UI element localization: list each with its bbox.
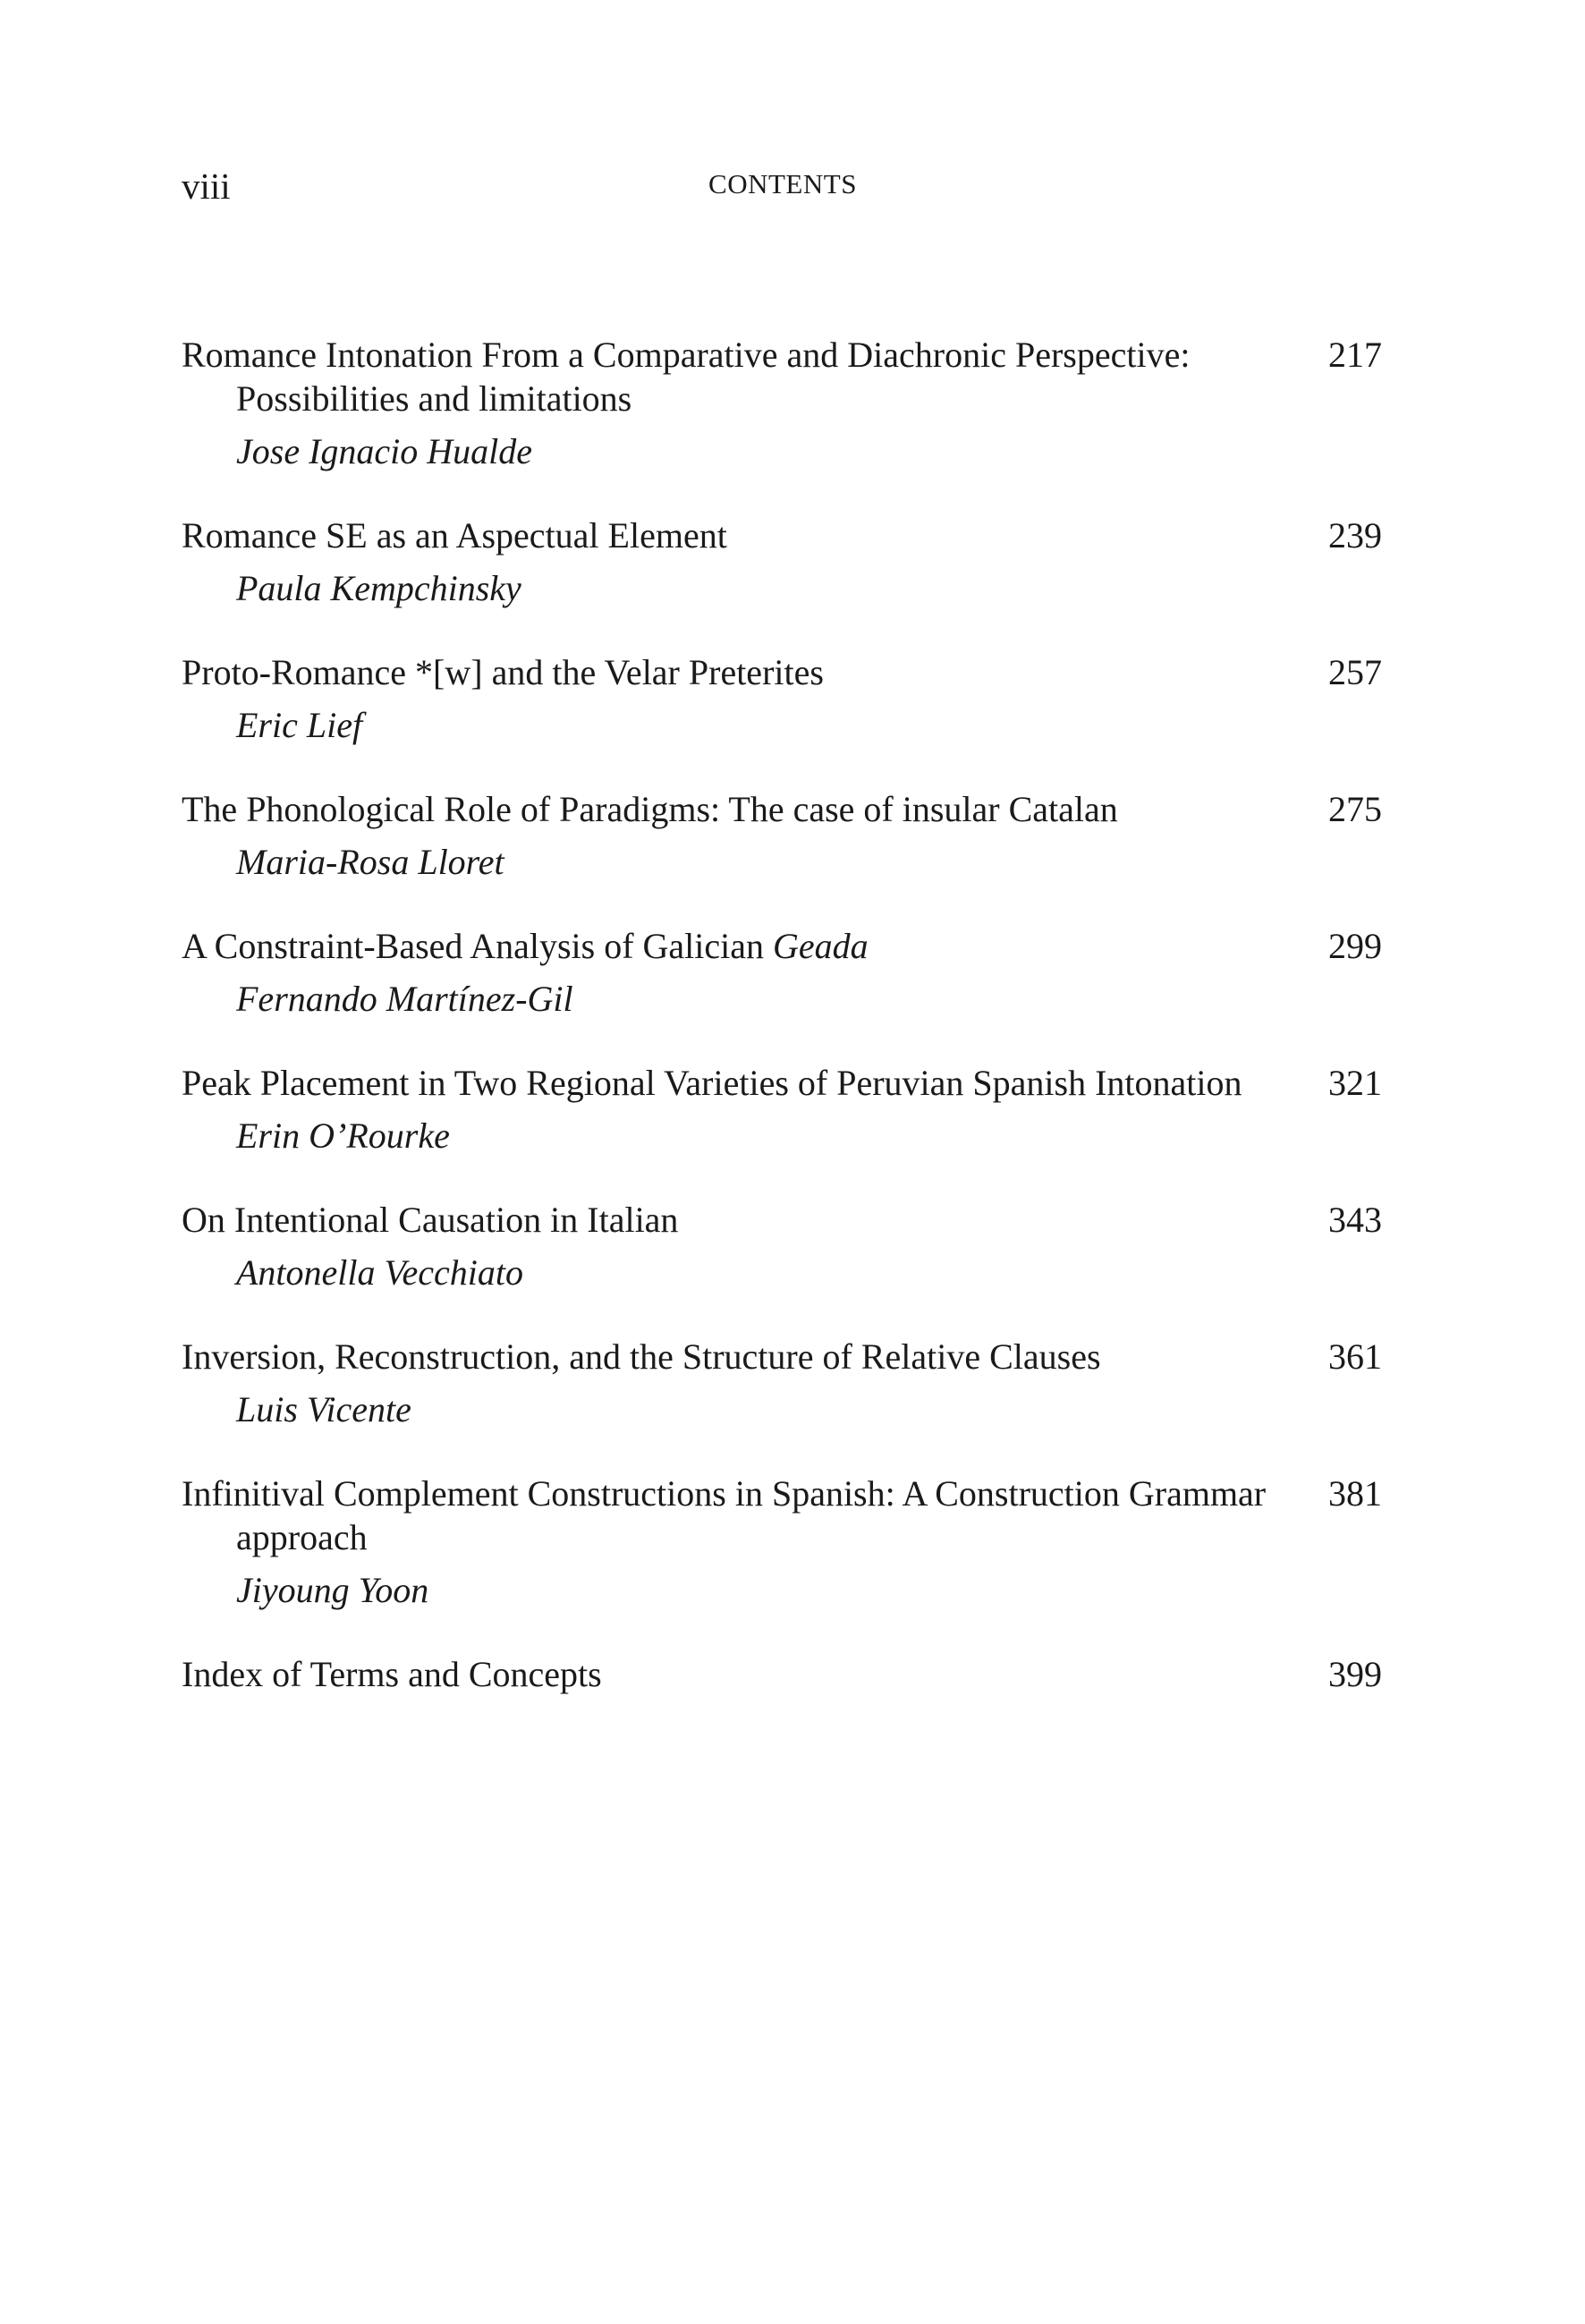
toc-entry[interactable] xyxy=(182,650,1382,747)
chapter-author: Maria-Rosa Lloret xyxy=(236,842,504,882)
chapter-title[interactable]: The Phonological Role of Paradigms: The case of insular Catalan xyxy=(182,789,1118,829)
chapter-author: Erin O’Rourke xyxy=(236,1115,450,1156)
index-page: 399 xyxy=(1328,1654,1382,1694)
chapter-page: 321 xyxy=(1328,1063,1382,1103)
chapter-page: 343 xyxy=(1328,1200,1382,1240)
chapter-title-italic-term: Geada xyxy=(773,926,869,966)
toc-entry[interactable] xyxy=(182,333,1382,473)
chapter-author: Eric Lief xyxy=(236,705,363,745)
chapter-title[interactable]: Inversion, Reconstruction, and the Structure of Relative Clauses xyxy=(182,1336,1101,1377)
chapter-author: Luis Vicente xyxy=(236,1389,411,1429)
chapter-page: 257 xyxy=(1328,652,1382,692)
chapter-page: 361 xyxy=(1328,1336,1382,1377)
toc-entry[interactable] xyxy=(182,1472,1382,1612)
chapter-title[interactable] xyxy=(182,924,1382,968)
toc-entry[interactable] xyxy=(182,513,1382,610)
toc-entry[interactable] xyxy=(182,1061,1382,1158)
chapter-page: 381 xyxy=(1328,1473,1382,1514)
chapter-author: Antonella Vecchiato xyxy=(236,1252,524,1293)
page-number: viii xyxy=(182,165,231,207)
toc-entry[interactable] xyxy=(182,924,1382,1021)
toc-entry[interactable] xyxy=(182,1198,1382,1294)
chapter-author: Jiyoung Yoon xyxy=(236,1570,429,1610)
index-title[interactable]: Index of Terms and Concepts xyxy=(182,1654,602,1694)
chapter-page: 217 xyxy=(1328,335,1382,375)
toc-entry-index[interactable] xyxy=(182,1652,1382,1696)
chapter-page: 239 xyxy=(1328,515,1382,556)
chapter-author: Paula Kempchinsky xyxy=(236,568,521,608)
chapter-page: 275 xyxy=(1328,789,1382,829)
table-of-contents xyxy=(182,333,1382,1736)
chapter-author: Fernando Martínez-Gil xyxy=(236,979,573,1019)
running-head xyxy=(0,161,1585,215)
toc-entry[interactable] xyxy=(182,1335,1382,1431)
chapter-title[interactable]: Peak Placement in Two Regional Varieties of Peruvian Spanish Intonation xyxy=(182,1063,1242,1103)
chapter-title-text: A Constraint-Based Analysis of Galician xyxy=(182,926,774,966)
chapter-page: 299 xyxy=(1328,926,1382,966)
toc-entry[interactable] xyxy=(182,787,1382,884)
chapter-title[interactable]: Proto-Romance *[w] and the Velar Preterites xyxy=(182,652,824,692)
chapter-title[interactable]: Infinitival Complement Constructions in Spanish: A Construction Grammar approach xyxy=(182,1473,1267,1557)
chapter-title[interactable]: Romance Intonation From a Comparative and Diachronic Perspective: Possibilities and limitations xyxy=(182,335,1191,419)
running-title: CONTENTS xyxy=(708,168,857,199)
chapter-author: Jose Ignacio Hualde xyxy=(236,431,533,471)
chapter-title[interactable]: On Intentional Causation in Italian xyxy=(182,1200,679,1240)
chapter-title[interactable]: Romance SE as an Aspectual Element xyxy=(182,515,727,556)
